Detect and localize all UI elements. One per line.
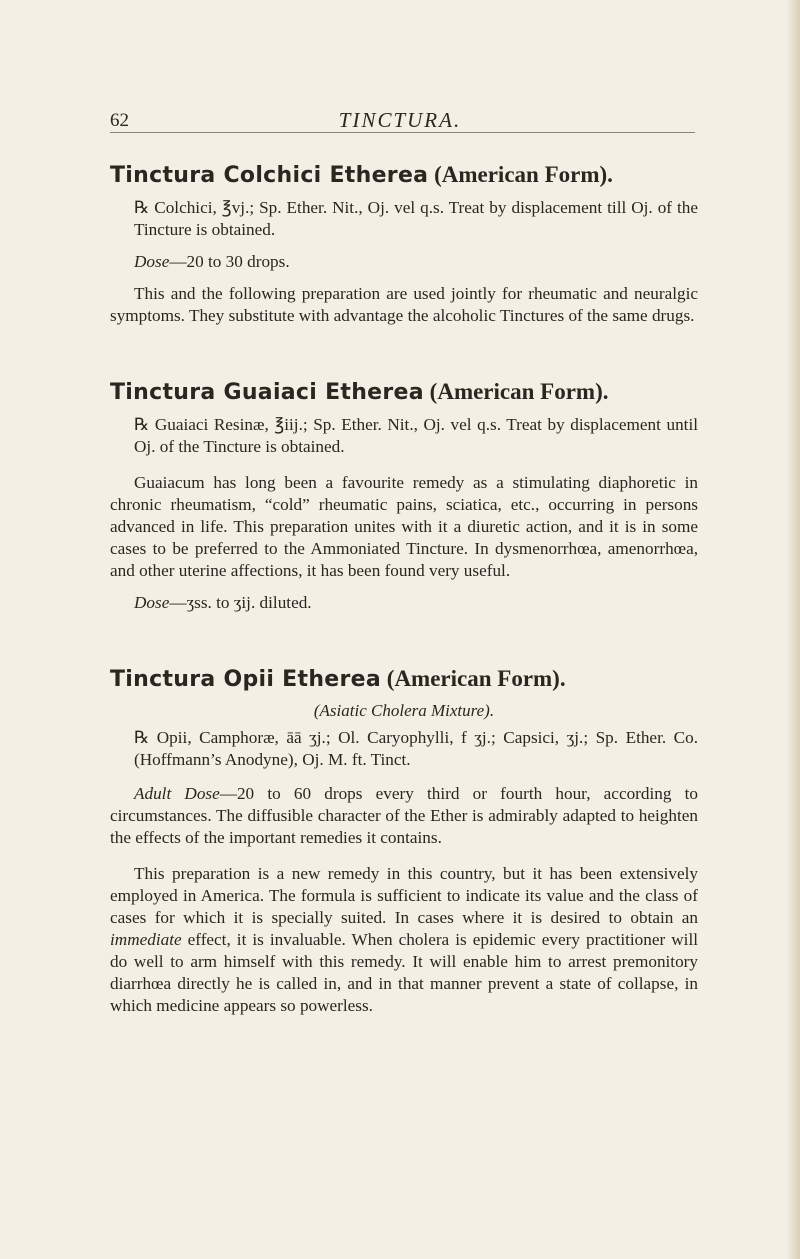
- body-text-part1: This preparation is a new remedy in this country, but it has been extensively employed in America. The formula is sufficient to indicate its value and the class of cases for which it is specially suited. In cases where it is desired to obtain an: [110, 864, 698, 927]
- section-opii: [110, 664, 698, 1017]
- dose-line: [110, 783, 698, 849]
- prescription-text: Guaiaci Resinæ, ℥iij.; Sp. Ether. Nit., Oj. vel q.s. Treat by displacement until Oj. of the Tincture is obtained.: [134, 415, 698, 456]
- prescription-text: Colchici, ℥vj.; Sp. Ether. Nit., Oj. vel q.s. Treat by displacement till Oj. of the Tincture is obtained.: [134, 198, 698, 239]
- section-heading: [110, 377, 698, 408]
- dose-label: Dose: [134, 252, 170, 271]
- header-rule: [110, 132, 695, 133]
- heading-form: (American Form).: [428, 162, 613, 187]
- section-gap: [110, 327, 698, 377]
- recipe-symbol: ℞: [134, 728, 150, 748]
- body-paragraph: Guaiacum has long been a favourite remedy as a stimulating diaphoretic in chronic rheumatism, “cold” rheumatic pains, sciatica, etc., occurring in persons advanced in life. This preparation unites with it a diuretic action, and it is in some cases to be preferred to the Ammoniated Tincture. In dysmenorrhœa, amenorrhœa, and other uterine affections, it has been found very useful.: [110, 473, 698, 580]
- running-title: TINCTURA.: [338, 108, 462, 132]
- section-guaiaci: [110, 377, 698, 614]
- section-colchici: [110, 160, 698, 327]
- dose-text: —20 to 30 drops.: [169, 252, 290, 271]
- recipe-symbol: ℞: [134, 415, 150, 435]
- section-heading: [110, 664, 698, 695]
- dose-text: —20 to 60 drops every third or fourth hour, according to circumstances. The diffusible character of the Ether is admirably adapted to heighten the effects of the important remedies it contains.: [110, 784, 699, 847]
- prescription: [110, 197, 698, 241]
- page-number: 62: [110, 110, 129, 131]
- heading-title: Tinctura Guaiaci Etherea: [110, 380, 424, 405]
- heading-form: (American Form).: [381, 666, 566, 691]
- page-body: [110, 160, 698, 1017]
- dose-text: —ʒss. to ʒij. diluted.: [169, 593, 312, 612]
- section-gap: [110, 614, 698, 664]
- prescription: [110, 727, 698, 771]
- body-paragraph: This and the following preparation are used jointly for rheumatic and neuralgic symptoms. They substitute with advantage the alcoholic Tinctures of the same drugs.: [110, 284, 698, 325]
- heading-title: Tinctura Colchici Etherea: [110, 163, 429, 188]
- recipe-symbol: ℞: [134, 198, 150, 218]
- section-subtitle: (Asiatic Cholera Mixture).: [313, 701, 495, 720]
- prescription-text: Opii, Camphoræ, āā ʒj.; Ol. Caryophylli, f ʒj.; Capsici, ʒj.; Sp. Ether. Co. (Hoffmann’s Anodyne), Oj. M. ft. Tinct.: [134, 728, 698, 769]
- dose-line: [110, 592, 698, 614]
- dose-label: Dose: [134, 593, 170, 612]
- body-emphasis: immediate: [110, 930, 182, 949]
- heading-title: Tinctura Opii Etherea: [110, 667, 382, 692]
- body-text-part2: effect, it is invaluable. When cholera is epidemic every practitioner will do well to arm himself with this remedy. It will enable him to arrest premonitory diarrhœa directly he is called in, and in that manner prevent a state of collapse, in which medicine appears so powerless.: [110, 930, 698, 1015]
- page-header: [110, 104, 690, 134]
- prescription: [110, 414, 698, 458]
- dose-line: [110, 251, 698, 273]
- page-edge: [786, 0, 800, 1259]
- body-paragraph: [110, 863, 698, 1017]
- heading-form: (American Form).: [423, 379, 609, 404]
- section-heading: [110, 160, 698, 191]
- dose-label: Adult Dose: [134, 784, 220, 803]
